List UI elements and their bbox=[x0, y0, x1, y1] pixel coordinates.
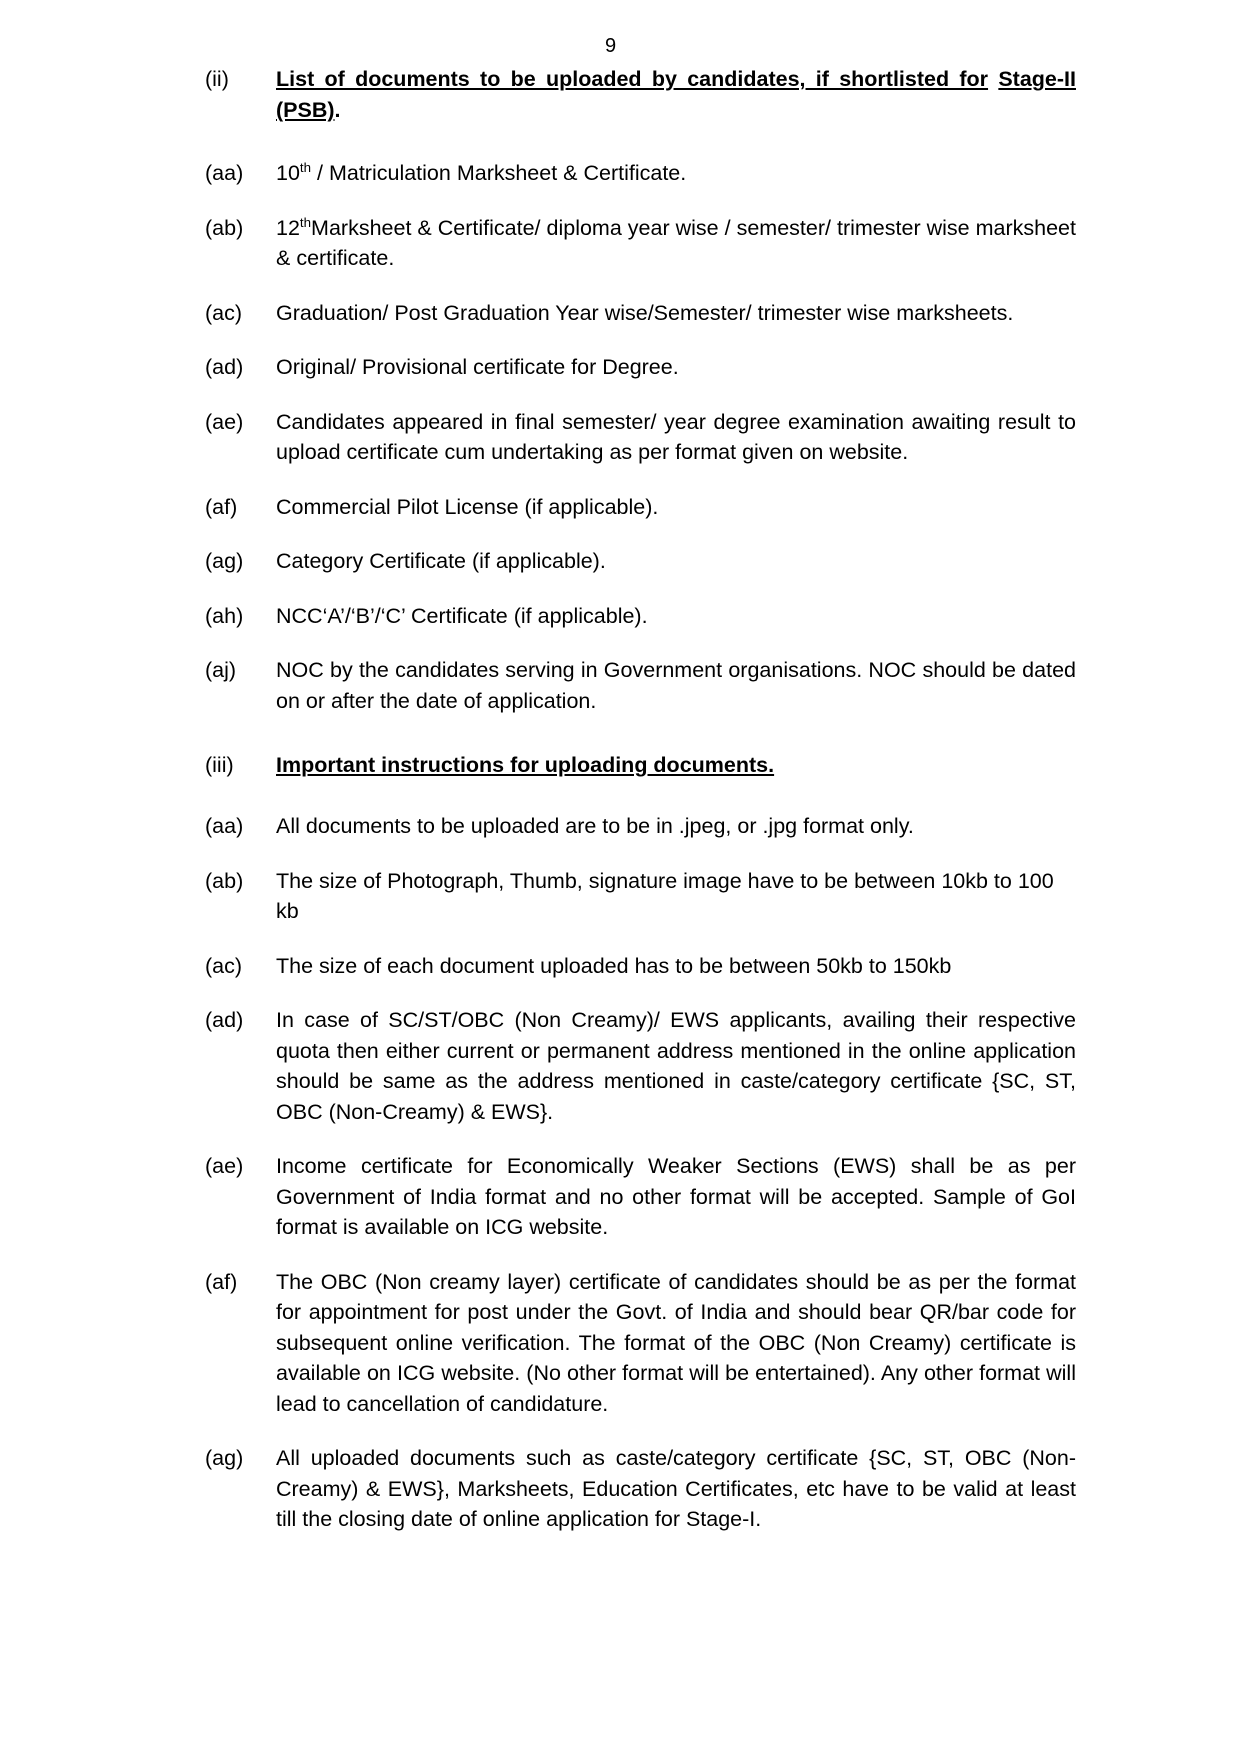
page-number: 9 bbox=[604, 35, 617, 57]
section-iii-heading-text: Important instructions for uploading documents. bbox=[276, 753, 775, 777]
section-iii-heading bbox=[205, 750, 1076, 781]
list-item-text: Graduation/ Post Graduation Year wise/Semester/ trimester wise marksheets. bbox=[276, 300, 1014, 325]
section-ii-items bbox=[205, 158, 1076, 716]
list-item-label: (ad) bbox=[205, 1008, 244, 1032]
section-ii-heading bbox=[205, 64, 1076, 126]
section-iii-numeral: (iii) bbox=[205, 753, 234, 777]
list-item-label: (ab) bbox=[205, 868, 244, 893]
list-item-ab bbox=[205, 213, 1076, 274]
instruction-item-ab bbox=[205, 866, 1076, 927]
list-item-text bbox=[276, 213, 1076, 274]
list-item-ah bbox=[205, 601, 1076, 632]
list-item-label: (ag) bbox=[205, 549, 244, 573]
section-ii-heading-text-cont: Stage-II (PSB) bbox=[276, 67, 1076, 122]
list-item-text-post: / Matriculation Marksheet & Certificate. bbox=[311, 161, 687, 185]
section-iii bbox=[205, 750, 1076, 1535]
list-item-text: All uploaded documents such as caste/category certificate {SC, ST, OBC (Non-Creamy) & EWS}, Marksheets, Education Certificates, etc have to be valid at least till the closing date of online application for Stage-I. bbox=[276, 1446, 1076, 1531]
list-item-text: All documents to be uploaded are to be in .jpeg, or .jpg format only. bbox=[276, 814, 914, 838]
instruction-item-ac bbox=[205, 951, 1076, 982]
list-item-ae bbox=[205, 407, 1076, 468]
list-item-text-pre: 12 bbox=[276, 215, 300, 240]
list-item-aa bbox=[205, 158, 1076, 189]
list-item-text-post: Marksheet & Certificate/ diploma year wise / semester/ trimester wise marksheet & certificate. bbox=[276, 215, 1076, 270]
list-item-aj bbox=[205, 655, 1076, 716]
instruction-item-ag bbox=[205, 1443, 1076, 1535]
list-item-text: Category Certificate (if applicable). bbox=[276, 549, 606, 573]
list-item-ag bbox=[205, 546, 1076, 577]
list-item-label: (ae) bbox=[205, 409, 244, 434]
section-ii-heading-text: List of documents to be uploaded by candidates, if shortlisted for bbox=[276, 67, 989, 91]
list-item-text-pre: 10 bbox=[276, 161, 300, 185]
list-item-label: (ag) bbox=[205, 1446, 244, 1470]
list-item-text bbox=[276, 158, 1076, 189]
section-ii bbox=[205, 64, 1076, 716]
section-ii-heading-period: . bbox=[334, 98, 341, 122]
section-iii-items bbox=[205, 811, 1076, 1535]
list-item-label: (ab) bbox=[205, 215, 244, 240]
list-item-label: (ah) bbox=[205, 603, 244, 628]
list-item-text: Original/ Provisional certificate for Degree. bbox=[276, 355, 679, 379]
list-item-label: (aa) bbox=[205, 161, 244, 185]
list-item-label: (ad) bbox=[205, 355, 244, 379]
list-item-text: In case of SC/ST/OBC (Non Creamy)/ EWS applicants, availing their respective quota then either current or permanent address mentioned in the online application should be same as the address mentioned in caste/category certificate {SC, ST, OBC (Non-Creamy) & EWS}. bbox=[276, 1008, 1076, 1124]
list-item-ac bbox=[205, 298, 1076, 329]
list-item-af bbox=[205, 492, 1076, 523]
list-item-text: Commercial Pilot License (if applicable). bbox=[276, 494, 659, 519]
list-item-label: (aj) bbox=[205, 658, 237, 682]
list-item-text: NCC‘A’/‘B’/‘C’ Certificate (if applicable). bbox=[276, 603, 648, 628]
list-item-label: (ac) bbox=[205, 953, 243, 978]
instruction-item-ad bbox=[205, 1005, 1076, 1127]
instruction-item-ae bbox=[205, 1151, 1076, 1243]
list-item-label: (ac) bbox=[205, 300, 243, 325]
list-item-label: (ae) bbox=[205, 1154, 244, 1178]
section-ii-numeral: (ii) bbox=[205, 67, 229, 91]
list-item-label: (af) bbox=[205, 1269, 238, 1294]
instruction-item-af bbox=[205, 1267, 1076, 1420]
list-item-label: (af) bbox=[205, 494, 238, 519]
list-item-text: Candidates appeared in final semester/ year degree examination awaiting result to upload certificate cum undertaking as per format given on website. bbox=[276, 409, 1076, 464]
list-item-ad bbox=[205, 352, 1076, 383]
instruction-item-aa bbox=[205, 811, 1076, 842]
list-item-label: (aa) bbox=[205, 814, 244, 838]
list-item-text: The size of each document uploaded has to be between 50kb to 150kb bbox=[276, 953, 952, 978]
ordinal-suffix: th bbox=[299, 159, 312, 175]
list-item-text: The OBC (Non creamy layer) certificate of candidates should be as per the format for appointment for post under the Govt. of India and should bear QR/bar code for subsequent online verification. The format of the OBC (Non Creamy) certificate is available on ICG website. (No other format will be entertained). Any other format will lead to cancellation of candidature. bbox=[276, 1269, 1076, 1416]
ordinal-suffix: th bbox=[299, 214, 312, 230]
list-item-text: NOC by the candidates serving in Government organisations. NOC should be dated on or after the date of application. bbox=[276, 658, 1076, 713]
list-item-text: The size of Photograph, Thumb, signature image have to be between 10kb to 100 kb bbox=[276, 868, 1054, 923]
list-item-text: Income certificate for Economically Weaker Sections (EWS) shall be as per Government of India format and no other format will be accepted. Sample of GoI format is available on ICG website. bbox=[276, 1154, 1076, 1239]
